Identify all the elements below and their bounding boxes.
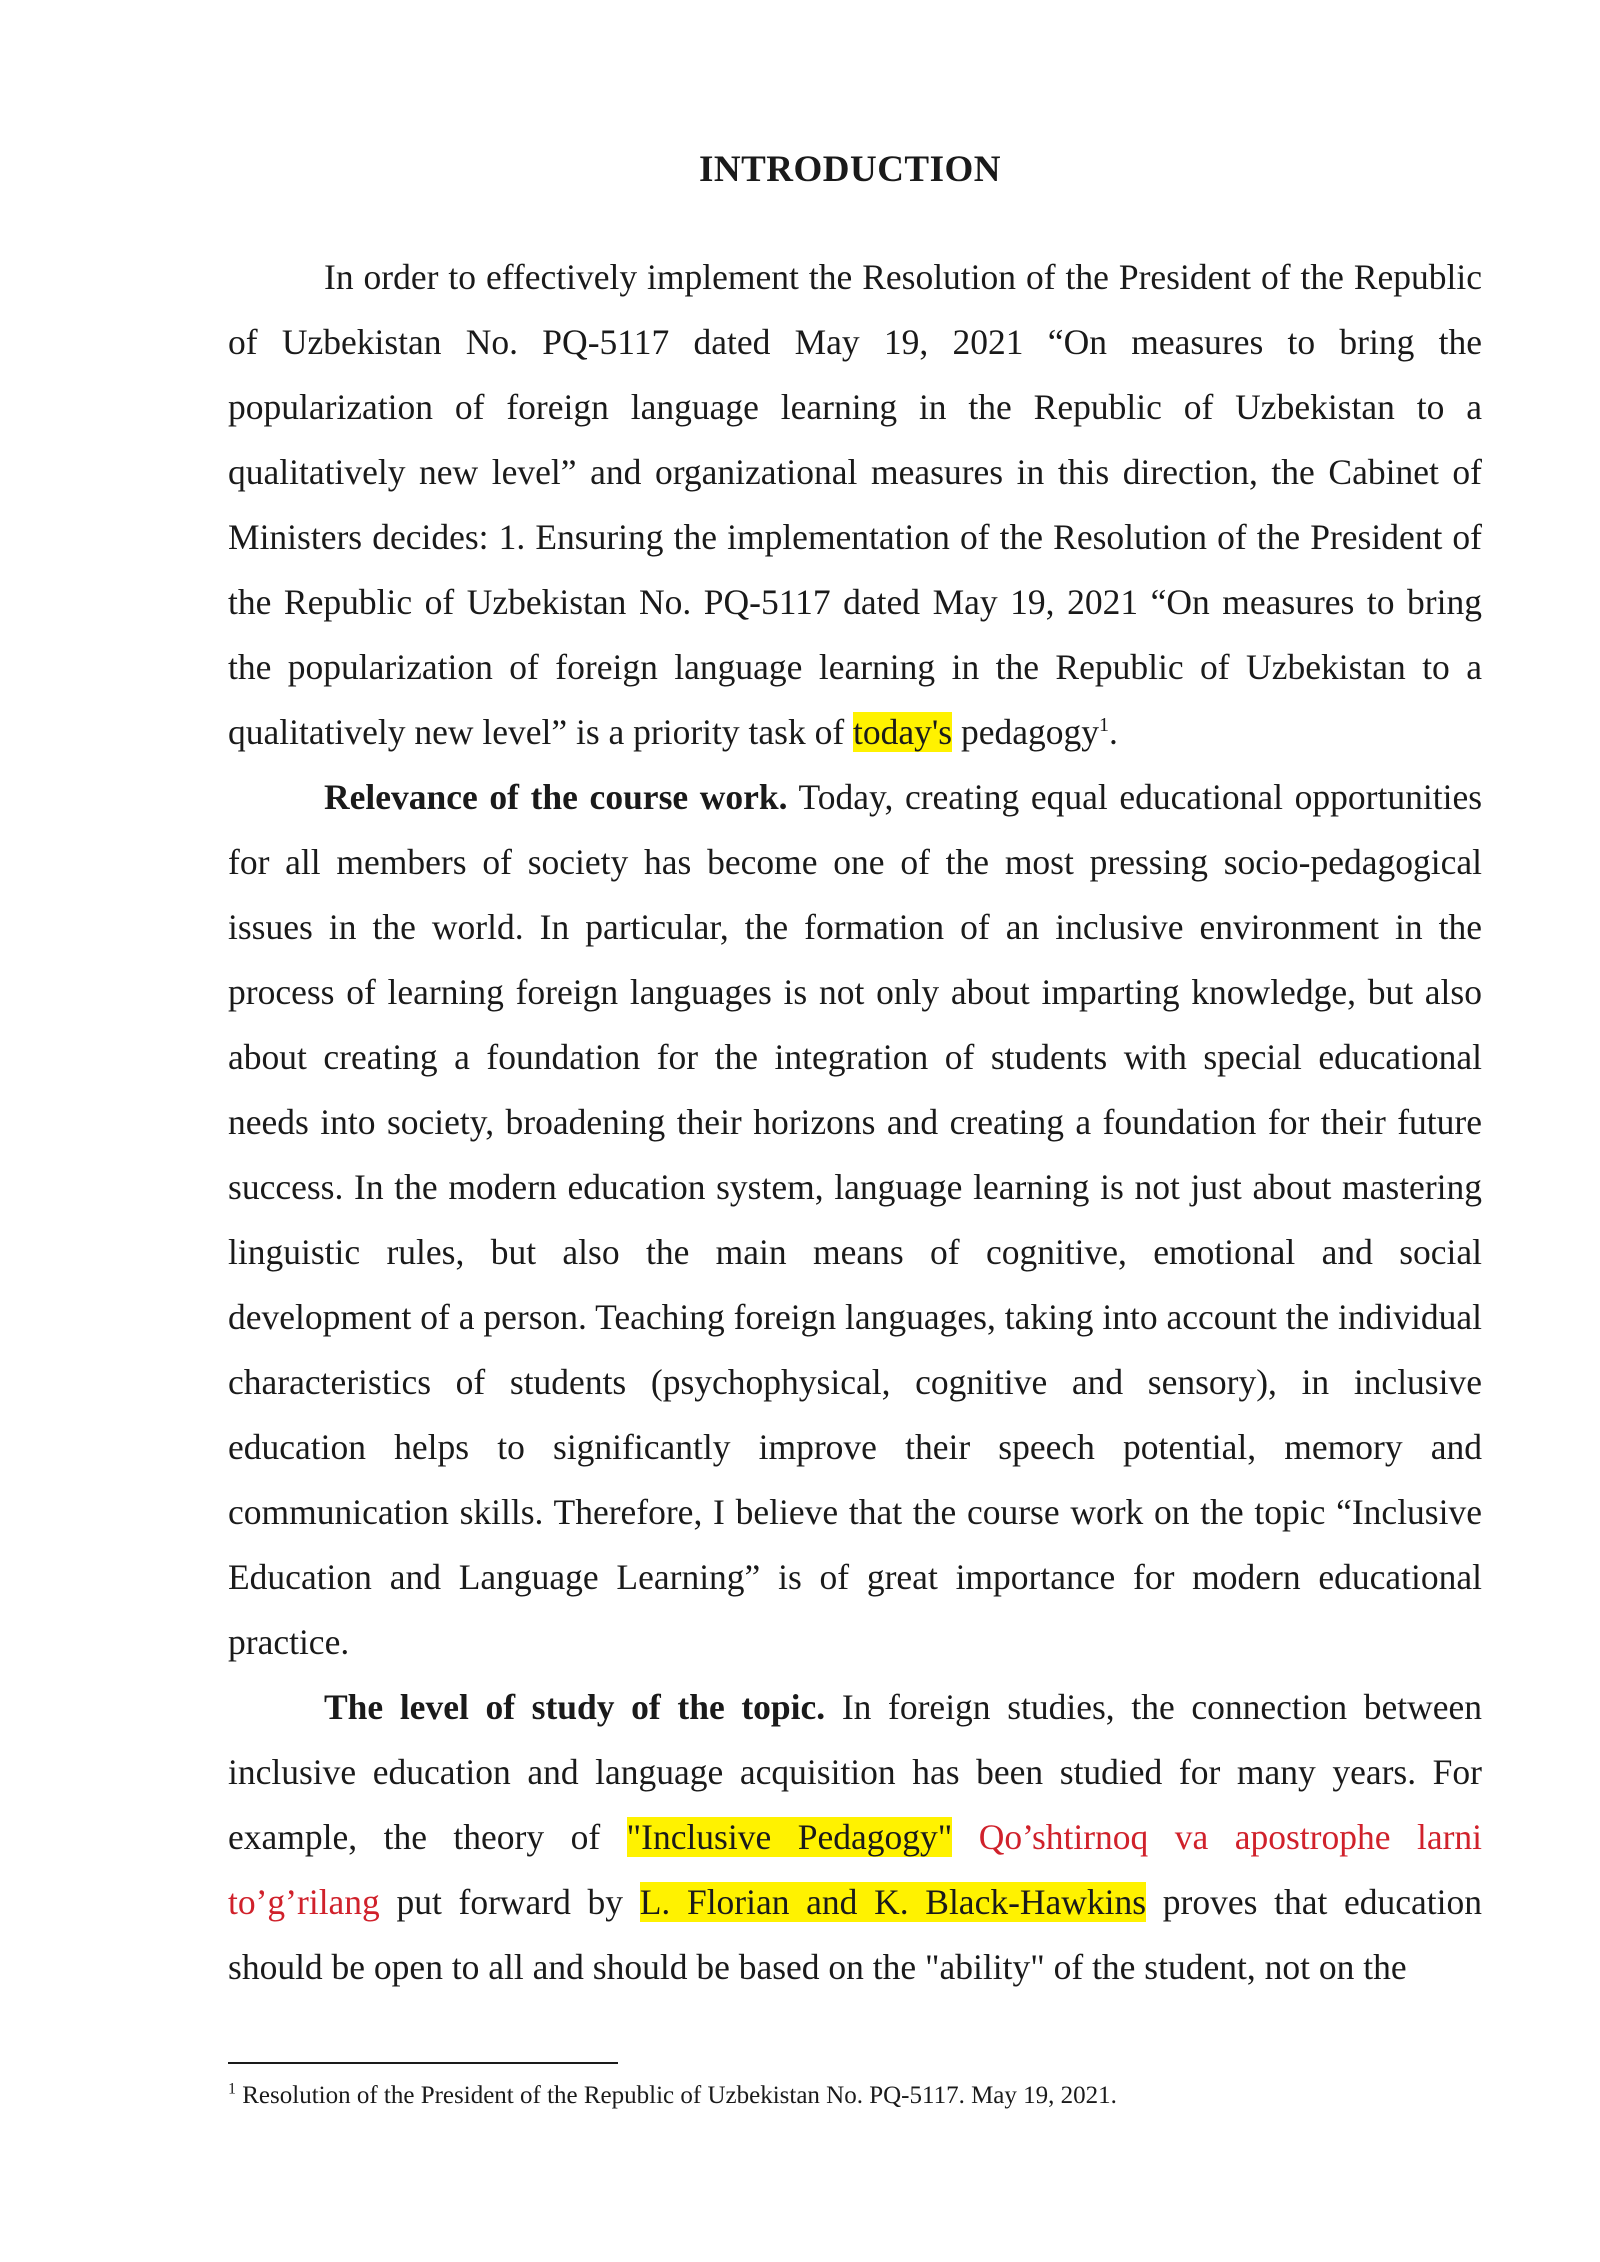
paragraph-relevance <box>228 765 1482 1675</box>
footnote-separator <box>228 2062 618 2064</box>
footnote-text: Resolution of the President of the Republic of Uzbekistan No. PQ-5117. May 19, 2021. <box>242 2082 1117 2109</box>
paragraph-text: . <box>1109 712 1118 752</box>
footnote-number: 1 <box>228 2080 236 2098</box>
body-text <box>228 245 1482 2000</box>
paragraph-text: proves that education should be open to all and should be based on the "ability" of the student, not on the <box>228 1882 1482 1987</box>
paragraph-text: put forward by <box>396 1882 624 1922</box>
paragraph-text: In order to effectively implement the Resolution of the President of the Republic of Uzbekistan No. PQ-5117 dated May 19, 2021 “On measures to bring the popularization of foreign language learning in the Republic of Uzbekistan to a qualitatively new level” and organizational measures in this direction, the Cabinet of Ministers decides: 1. Ensuring the implementation of the Resolution of the President of the Republic of Uzbekistan No. PQ-5117 dated May 19, 2021 “On measures to bring the popularization of foreign language learning in the Republic of Uzbekistan to a qualitatively new level” is a priority task of <box>228 257 1482 752</box>
paragraph-heading: Relevance of the course work. <box>324 777 788 817</box>
highlighted-text: today's <box>853 712 953 752</box>
highlighted-text: L. Florian and K. Black-Hawkins <box>639 1882 1147 1922</box>
paragraph-text: Today, creating equal educational opportunities for all members of society has become one of the most pressing socio-pedagogical issues in the world. In particular, the formation of an inclusive environment in the process of learning foreign languages is not only about imparting knowledge, but also about creating a foundation for the integration of students with special educational needs into society, broadening their horizons and creating a foundation for their future success. In the modern education system, language learning is not just about mastering linguistic rules, but also the main means of cognitive, emotional and social development of a person. Teaching foreign languages, taking into account the individual characteristics of students (psychophysical, cognitive and sensory), in inclusive education helps to significantly improve their speech potential, memory and communication skills. Therefore, I believe that the course work on the topic “Inclusive Education and Language Learning” is of great importance for modern educational practice. <box>228 777 1483 1662</box>
footnote-reference[interactable]: 1 <box>1099 714 1109 737</box>
paragraph-level-of-study <box>228 1675 1482 2000</box>
footnote <box>228 2080 1482 2112</box>
paragraph-heading: The level of study of the topic. <box>324 1687 826 1727</box>
paragraph-introduction <box>228 245 1482 765</box>
highlighted-text: "Inclusive Pedagogy" <box>626 1817 953 1857</box>
paragraph-text: In foreign studies, the connection between inclusive education and language acquisition has been studied for many years. For example, the theory of <box>228 1687 1482 1857</box>
paragraph-text: pedagogy <box>960 712 1099 752</box>
review-comment: Qo’shtirnoq va apostrophe larni to’g’rilang <box>228 1817 1483 1922</box>
page-title: INTRODUCTION <box>698 149 1002 190</box>
